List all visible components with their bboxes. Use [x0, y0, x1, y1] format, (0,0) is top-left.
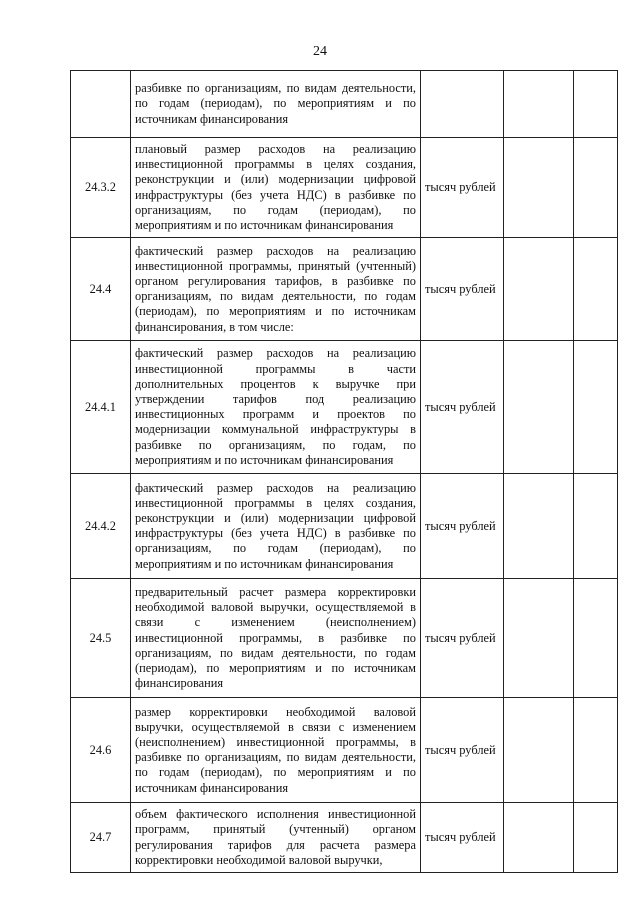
- empty-cell: [504, 138, 574, 238]
- row-description: объем фактического исполнения инвестиционной программ, принятый (учтенный) органом регулирования тарифов для расчета размера корректировки необходимой валовой выручки,: [131, 803, 421, 873]
- empty-cell: [574, 71, 618, 138]
- empty-cell: [574, 579, 618, 698]
- empty-cell: [574, 341, 618, 474]
- row-unit: тысяч рублей: [421, 341, 504, 474]
- page-number: 24: [313, 44, 327, 59]
- row-number: 24.6: [71, 698, 131, 803]
- empty-cell: [574, 803, 618, 873]
- row-number: 24.3.2: [71, 138, 131, 238]
- empty-cell: [504, 579, 574, 698]
- empty-cell: [504, 474, 574, 579]
- table-row: [71, 698, 618, 803]
- table-row: [71, 71, 618, 138]
- row-number: 24.4.2: [71, 474, 131, 579]
- row-description: фактический размер расходов на реализацию инвестиционной программы в части дополнительных процентов к выручке при утверждении тарифов под реализацию инвестиционных программ и проектов по модернизации коммунальной инфраструктуры в разбивке по организациям, по годам, по мероприятиям и по источникам финансирования: [131, 341, 421, 474]
- table-row: [71, 579, 618, 698]
- empty-cell: [504, 71, 574, 138]
- empty-cell: [504, 238, 574, 341]
- row-unit: тысяч рублей: [421, 698, 504, 803]
- row-number: [71, 71, 131, 138]
- row-unit: тысяч рублей: [421, 579, 504, 698]
- empty-cell: [504, 341, 574, 474]
- table-row: [71, 138, 618, 238]
- row-number: 24.4: [71, 238, 131, 341]
- row-number: 24.5: [71, 579, 131, 698]
- row-unit: тысяч рублей: [421, 138, 504, 238]
- row-unit: тысяч рублей: [421, 238, 504, 341]
- row-unit: [421, 71, 504, 138]
- empty-cell: [574, 238, 618, 341]
- row-description: предварительный расчет размера корректировки необходимой валовой выручки, осуществляемой в связи с изменением (неисполнением) инвестиционной программы, в разбивке по организациям, по видам деятельности, по годам (периодам), по мероприятиям и по источникам финансирования: [131, 579, 421, 698]
- empty-cell: [504, 803, 574, 873]
- row-description: размер корректировки необходимой валовой выручки, осуществляемой в связи с изменением (неисполнением) инвестиционной программы, в разбивке по организациям, по видам деятельности, по годам (периодам), по мероприятиям и по источникам финансирования: [131, 698, 421, 803]
- row-unit: тысяч рублей: [421, 474, 504, 579]
- row-description: разбивке по организациям, по видам деятельности, по годам (периодам), по мероприятиям и по источникам финансирования: [131, 71, 421, 138]
- row-number: 24.4.1: [71, 341, 131, 474]
- empty-cell: [574, 474, 618, 579]
- empty-cell: [574, 138, 618, 238]
- table-row: [71, 803, 618, 873]
- empty-cell: [504, 698, 574, 803]
- empty-cell: [574, 698, 618, 803]
- row-number: 24.7: [71, 803, 131, 873]
- row-description: фактический размер расходов на реализацию инвестиционной программы в целях создания, реконструкции и (или) модернизации цифровой инфраструктуры (без учета НДС) в разбивке по организациям, по годам (периодам), по мероприятиям и по источникам финансирования: [131, 474, 421, 579]
- table-row: [71, 341, 618, 474]
- row-description: плановый размер расходов на реализацию инвестиционной программы в целях создания, реконструкции и (или) модернизации цифровой инфраструктуры (без учета НДС) в разбивке по организациям, по годам (периодам), по мероприятиям и по источникам финансирования: [131, 138, 421, 238]
- row-unit: тысяч рублей: [421, 803, 504, 873]
- table-row: [71, 238, 618, 341]
- indicators-table: [70, 70, 618, 873]
- table-row: [71, 474, 618, 579]
- row-description: фактический размер расходов на реализацию инвестиционной программы, принятый (учтенный) органом регулирования тарифов, в разбивке по организациям, по видам деятельности, по годам (периодам), по мероприятиям и по источникам финансирования, в том числе:: [131, 238, 421, 341]
